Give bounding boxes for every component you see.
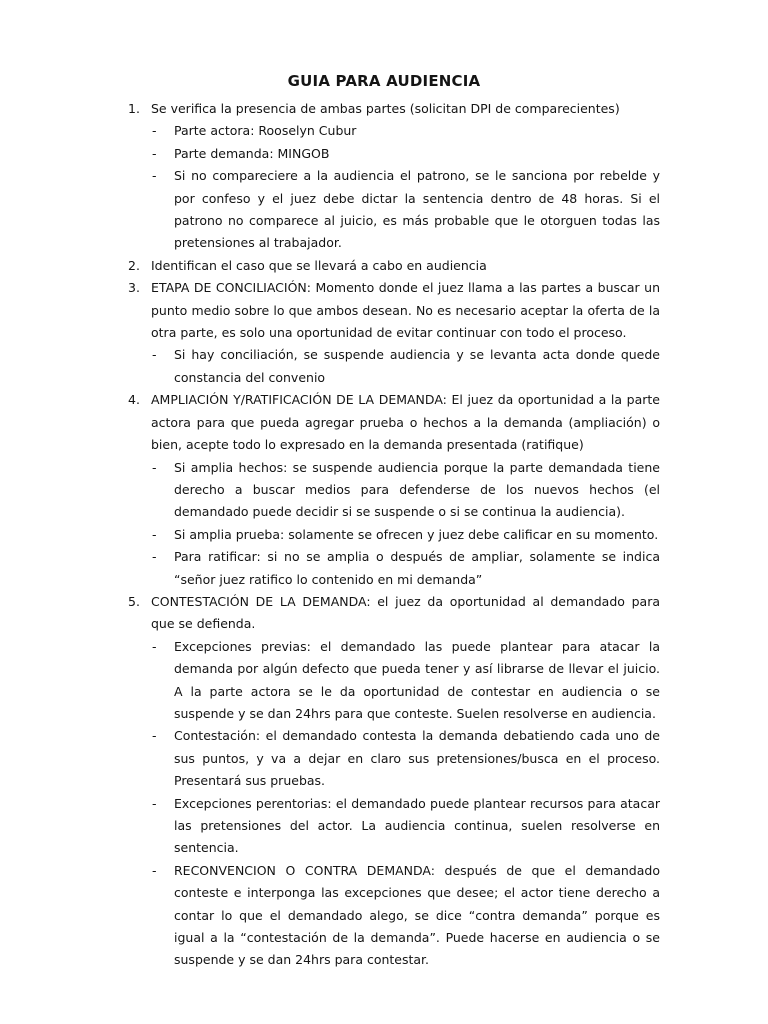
bullet-text: Si amplia prueba: solamente se ofrecen y juez debe calificar en su momento. <box>174 526 659 542</box>
list-item-text: AMPLIACIÓN Y/RATIFICACIÓN DE LA DEMANDA: El juez da oportunidad a la parte actora para que pueda agregar prueba o hechos a la demanda (ampliación) o bien, acepte todo lo expresado en la demanda presentada (ratifique) <box>151 392 660 453</box>
bullet-text: RECONVENCION O CONTRA DEMANDA: después de que el demandado conteste e interponga las excepciones que desee; el actor tiene derecho a contar lo que el demandado alego, se dice “contra demanda” porque es igual a la “contestación de la demanda”. Puede hacerse en audiencia o se suspende y se dan 24hrs para contestar. <box>174 862 660 968</box>
bullet-item <box>0 165 768 255</box>
list-item-5 <box>0 591 768 636</box>
list-item-4 <box>0 389 768 456</box>
bullet-text: Contestación: el demandado contesta la demanda debatiendo cada uno de sus puntos, y va a dejar en claro sus pretensiones/busca en el proceso. Presentará sus pruebas. <box>174 728 660 789</box>
dash-marker: - <box>152 526 157 542</box>
bullet-text: Excepciones previas: el demandado las puede plantear para atacar la demanda por algún defecto que pueda tener y así librarse de llevar el juicio. A la parte actora se le da oportunidad de contestar en audiencia o se suspende y se dan 24hrs para que conteste. Suelen resolverse en audiencia. <box>174 638 660 721</box>
bullet-text: Para ratificar: si no se amplia o después de ampliar, solamente se indica “señor juez ratifico lo contenido en mi demanda” <box>174 549 660 587</box>
list-item-2 <box>0 255 768 277</box>
bullet-item <box>0 860 768 972</box>
list-item-1 <box>0 98 768 120</box>
bullet-item <box>0 457 768 524</box>
bullet-text: Parte actora: Rooselyn Cubur <box>174 123 357 139</box>
dash-marker: - <box>152 549 157 565</box>
bullet-text: Si no compareciere a la audiencia el patrono, se le sanciona por rebelde y por confeso y el juez debe dictar la sentencia dentro de 48 horas. Si el patrono no comparece al juicio, es más probable que le otorguen todas las pretensiones al trabajador. <box>174 168 660 251</box>
list-number: 3. <box>128 280 140 296</box>
bullet-text: Excepciones perentorias: el demandado puede plantear recursos para atacar las pretensiones del actor. La audiencia continua, suelen resolverse en sentencia. <box>174 795 660 856</box>
list-number: 5. <box>128 593 140 609</box>
dash-marker: - <box>152 168 157 184</box>
list-item-text: ETAPA DE CONCILIACIÓN: Momento donde el juez llama a las partes a buscar un punto medio sobre lo que ambos desean. No es necesario aceptar la oferta de la otra parte, es solo una oportunidad de evitar continuar con todo el proceso. <box>151 280 660 341</box>
dash-marker: - <box>152 123 157 139</box>
dash-marker: - <box>152 638 157 654</box>
list-item-text: Identifican el caso que se llevará a cabo en audiencia <box>151 257 487 273</box>
bullet-item <box>0 524 768 546</box>
list-item-text: CONTESTACIÓN DE LA DEMANDA: el juez da oportunidad al demandado para que se defienda. <box>151 593 660 632</box>
list-number: 1. <box>128 101 140 116</box>
dash-marker: - <box>152 795 157 811</box>
dash-marker: - <box>152 347 157 363</box>
bullet-item <box>0 793 768 860</box>
bullet-item <box>0 725 768 792</box>
bullet-item <box>0 120 768 142</box>
bullet-item <box>0 636 768 726</box>
bullet-text: Si hay conciliación, se suspende audiencia y se levanta acta donde quede constancia del convenio <box>174 347 660 385</box>
dash-marker: - <box>152 728 157 744</box>
dash-marker: - <box>152 145 157 161</box>
document-title: GUIA PARA AUDIENCIA <box>287 72 481 90</box>
bullet-text: Parte demanda: MINGOB <box>174 145 330 161</box>
list-item-3 <box>0 277 768 344</box>
document-body <box>0 98 768 972</box>
bullet-item <box>0 546 768 591</box>
list-number: 2. <box>128 257 140 273</box>
list-item-text: Se verifica la presencia de ambas partes (solicitan DPI de comparecientes) <box>151 101 620 116</box>
bullet-item <box>0 143 768 165</box>
dash-marker: - <box>152 862 157 878</box>
bullet-item <box>0 344 768 389</box>
dash-marker: - <box>152 459 157 475</box>
bullet-text: Si amplia hechos: se suspende audiencia porque la parte demandada tiene derecho a buscar medios para defenderse de los nuevos hechos (el demandado puede decidir si se suspende o si se continua la audiencia). <box>174 459 660 520</box>
list-number: 4. <box>128 392 140 408</box>
